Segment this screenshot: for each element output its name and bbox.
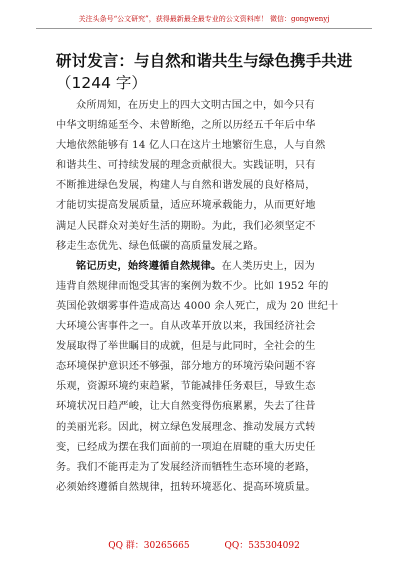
section-heading-line	[56, 257, 356, 277]
section-line: 大环境公害事件之一。自从改革开放以来，我国经济社会	[56, 321, 316, 333]
section-line: 的美丽光彩。因此，树立绿色发展理念、推动发展方式转	[56, 421, 316, 433]
section-line: 违背自然规律而饱受其害的案例为数不少。比如 1952 年的	[56, 280, 329, 292]
body-line: 移走生态优先、绿色低碳的高质量发展之路。	[56, 240, 264, 252]
section-heading-tail: 在人类历史上，因为	[221, 260, 315, 272]
body-line: 和谐共生、可持续发展的理念贡献很大。实践证明，只有	[56, 160, 316, 172]
document-word-count: （1244 字）	[56, 74, 147, 92]
header-divider	[36, 28, 372, 29]
section-line: 发展取得了举世瞩目的成就，但是与此同时，全社会的生	[56, 341, 316, 353]
section-line: 态环境保护意识还不够强，部分地方的环境污染问题不容	[56, 361, 316, 373]
footer-qq: QQ：535304092	[224, 541, 300, 551]
document-title: 研讨发言：与自然和谐共生与绿色携手共进	[56, 52, 353, 70]
section-line: 必须始终遵循自然规律，扭转环境恶化、提高环境质量。	[56, 481, 316, 493]
body-line: 满足人民群众对美好生活的期盼。为此，我们必须坚定不	[56, 220, 316, 232]
body-line: 才能切实提高发展质量，适应环境承载能力，从而更好地	[56, 200, 316, 212]
section-line: 务。我们不能再走为了发展经济而牺牲生态环境的老路，	[56, 461, 316, 473]
body-line: 不断推进绿色发展，构建人与自然和谐发展的良好格局，	[56, 180, 316, 192]
section-line: 环境状况日趋严峻，让大自然变得伤痕累累，失去了往昔	[56, 401, 316, 413]
body-line: 大地依然能够有 14 亿人口在这片土地繁衍生息，人与自然	[56, 140, 326, 152]
footer-contact	[0, 540, 408, 552]
body-line: 众所周知，在历史上的四大文明古国之中，如今只有	[76, 100, 315, 111]
footer-qq-group: QQ 群：30265665	[108, 541, 190, 551]
header-banner: 关注头条号“公文研究”，获得最新最全最专业的公文资料库！ 微信：gongwenyj	[78, 15, 330, 23]
body-line: 中华文明绵延至今、未曾断绝，之所以历经五千年后中华	[56, 120, 316, 132]
section-line: 英国伦敦烟雾事件造成高达 4000 余人死亡，成为 20 世纪十	[56, 300, 339, 312]
section-line: 乐观，资源环境约束趋紧，节能减排任务艰巨，导致生态	[56, 381, 316, 393]
document-body	[56, 96, 356, 498]
section-heading: 铭记历史，始终遵循自然规律。	[76, 260, 222, 272]
section-line: 变，已经成为摆在我们面前的一项迫在眉睫的重大历史任	[56, 441, 316, 453]
